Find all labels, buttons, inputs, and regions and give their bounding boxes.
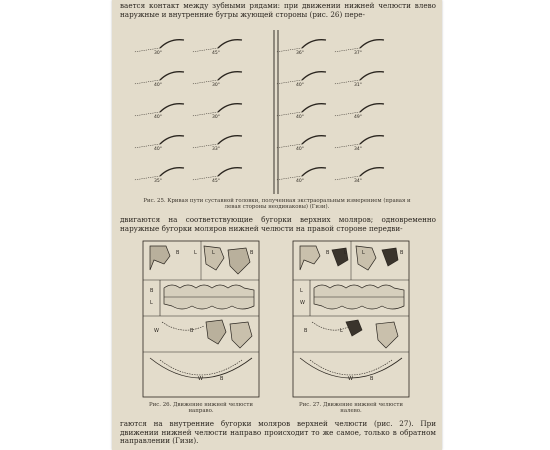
fig27-label-2: L (362, 250, 365, 256)
angle-right-7: 34° (354, 147, 362, 152)
angle-left-8: 35° (154, 179, 162, 184)
fig27-label-7: L (340, 328, 343, 334)
fig26-label-4: B (150, 288, 154, 294)
fig26-label-5: L (150, 300, 153, 306)
angle-right-6: 40° (296, 147, 304, 152)
fig27-label-6: B (304, 328, 308, 334)
figure-26-mandible-right (142, 240, 260, 398)
curve-row4-col1 (218, 168, 242, 176)
fig27-teeth-drawing (300, 246, 404, 378)
curve-row0-col3 (360, 40, 384, 48)
figure-25-condyle-curves (132, 28, 422, 196)
fig26-label-7: B (190, 328, 194, 334)
figure-26-caption: Рис. 26. Движение нижней челюсти направо. (149, 402, 253, 415)
fig26-label-8: W (198, 376, 203, 382)
curve-row4-col3 (360, 168, 384, 176)
fig26-label-0: B (176, 250, 180, 256)
angle-left-2: 40° (154, 83, 162, 88)
fig26-label-6: W (154, 328, 159, 334)
body-text-middle: двигаются на соответствующие бугорки верхних моляров; одновременно наружные бугорки моляров нижней челюсти на правой стороне передви- (120, 215, 436, 233)
figure-27-mandible-left (292, 240, 410, 398)
fig27-label-1: L (344, 250, 347, 256)
angle-right-1: 37° (354, 51, 362, 56)
angle-right-0: 36° (296, 51, 304, 56)
fig27-label-0: B (326, 250, 330, 256)
curve-row1-col2 (302, 72, 326, 80)
curve-row2-col2 (302, 104, 326, 112)
curve-row2-col1 (218, 104, 242, 112)
fig27-label-5: W (300, 300, 305, 306)
curve-row1-col1 (218, 72, 242, 80)
fig26-label-9: B (220, 376, 224, 382)
angle-right-3: 31° (354, 83, 362, 88)
curve-row0-col1 (218, 40, 242, 48)
body-text-top: вается контакт между зубными рядами: при движении нижней челюсти влево наружные и внутренние бугры жующей стороны (рис. 26) пере- (120, 1, 436, 19)
curve-row1-col3 (360, 72, 384, 80)
body-text-bottom: гаются на внутренние бугорки моляров верхней челюсти (рис. 27). При движении нижней челюсти направо происходит то же самое, только в обратном направлении (Гизи). (120, 419, 436, 446)
fig27-label-9: B (370, 376, 374, 382)
curve-row3-col2 (302, 136, 326, 144)
book-page (112, 0, 442, 450)
fig26-label-1: L (194, 250, 197, 256)
angle-left-9: 45° (212, 179, 220, 184)
curve-row3-col1 (218, 136, 242, 144)
curve-row3-col3 (360, 136, 384, 144)
angle-right-9: 34° (354, 179, 362, 184)
curve-row4-col2 (302, 168, 326, 176)
curve-row4-col0 (160, 168, 184, 176)
fig26-label-3: B (250, 250, 254, 256)
curve-row2-col3 (360, 104, 384, 112)
angle-right-5: 49° (354, 115, 362, 120)
angle-right-8: 40° (296, 179, 304, 184)
angle-left-3: 30° (212, 83, 220, 88)
angle-left-1: 45° (212, 51, 220, 56)
fig26-teeth-drawing (150, 246, 254, 378)
fig27-label-3: B (400, 250, 404, 256)
angle-left-5: 30° (212, 115, 220, 120)
fig26-label-2: L (212, 250, 215, 256)
curve-row2-col0 (160, 104, 184, 112)
fig27-label-4: L (300, 288, 303, 294)
angle-left-6: 40° (154, 147, 162, 152)
curve-row1-col0 (160, 72, 184, 80)
figure-25-caption: Рис. 25. Кривая пути суставной головки, полученная экстраоральным измерением (правая и левая стороны неодинаковы) (Гизи). (143, 198, 411, 211)
angle-left-4: 40° (154, 115, 162, 120)
curve-row3-col0 (160, 136, 184, 144)
angle-left-7: 33° (212, 147, 220, 152)
angle-right-4: 40° (296, 115, 304, 120)
curve-row0-col0 (160, 40, 184, 48)
angle-right-2: 40° (296, 83, 304, 88)
figure-27-caption: Рис. 27. Движение нижней челюсти налево. (299, 402, 403, 415)
angle-left-0: 30° (154, 51, 162, 56)
fig27-label-8: W (348, 376, 353, 382)
curve-row0-col2 (302, 40, 326, 48)
